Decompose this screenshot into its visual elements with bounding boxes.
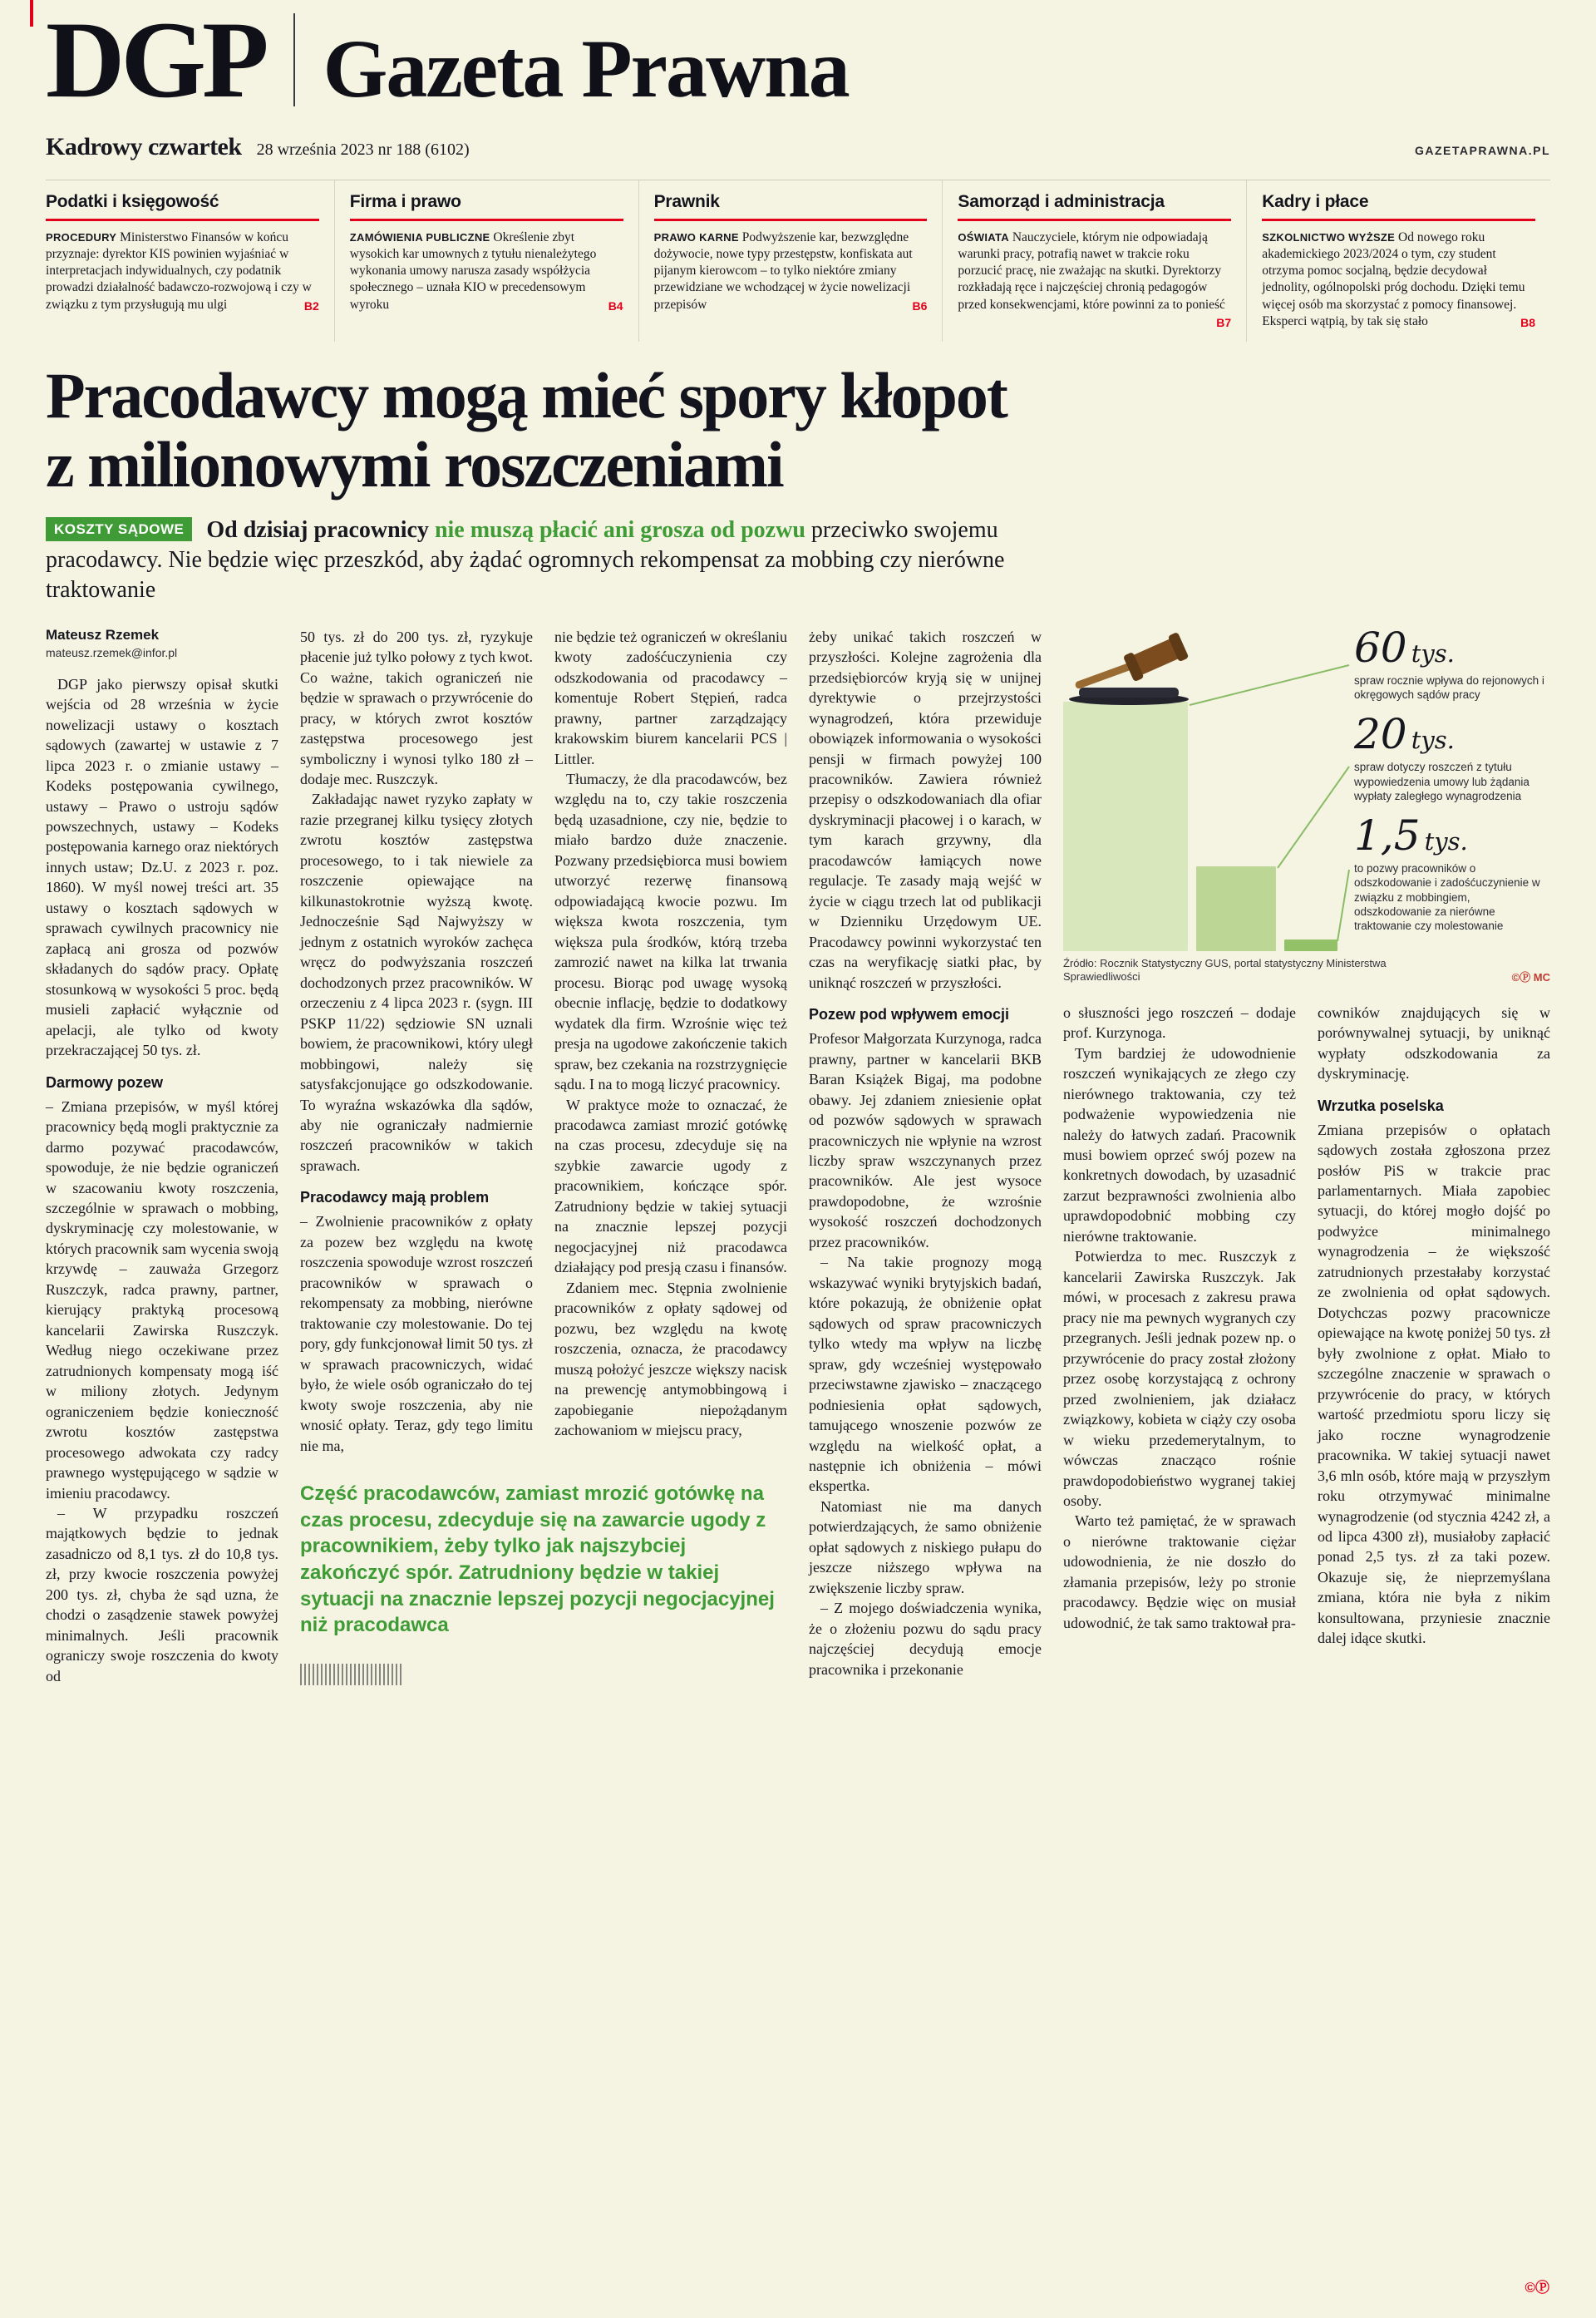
- chart-bar: [1063, 702, 1188, 951]
- article-subhead: Pozew pod wpływem emocji: [809, 1006, 1010, 1023]
- print-registration-strip: [300, 1664, 401, 1685]
- teaser: [942, 180, 1246, 342]
- article-paragraph: – Zwolnienie pracowników z opłaty za pozew bez względu na kwotę roszczenia spowoduje wzrost roszczeń pracowników w sprawach o rekompensaty za mobbing, nierówne traktowanie czy molestowanie. Do tej pory, gdy funkcjonował limit 50 tys. zł w sprawach pracowniczych, widać było, że wiele osób ograniczało do tej kwoty swoje roszczenia, aby nie wnosić opłaty. Teraz, gdy tego limitu nie ma,: [300, 1213, 533, 1454]
- stat-block: [1354, 623, 1550, 703]
- headline-line-2: z milionowymi roszczeniami: [46, 427, 783, 501]
- article-paragraph: nie będzie też ograniczeń w określaniu kwoty zadośćuczynienia czy odszkodowania od pracodawcy – komentuje Robert Stępień, radca prawny, partner zarządzający krakowskim biurem kancelarii PCS | Littler.: [554, 628, 787, 767]
- main-headline: [46, 358, 1550, 501]
- pull-quote: Część pracodawców, zamiast mrozić gotówkę na czas procesu, zdecyduje się na zawarcie ugody z pracownikiem, żeby tylko jak najszybciej zakończyć spór. Zatrudniony będzie w takiej sytuacji na znacznie lepszej pozycji negocjacyjnej niż pracodawca: [300, 1482, 775, 1637]
- article-column-4: [809, 627, 1042, 1687]
- teaser-kicker: OŚWIATA: [958, 231, 1009, 244]
- article-paragraph: – Na takie prognozy mogą wskazywać wyniki brytyjskich badań, które pokazują, że obniżenie opłat sądowych od spraw pracowniczych tylko wtedy ma wpływ na liczbę spraw, gdy wcześniej występowało przeciwstawne zjawisko – znaczącego podniesienia opłat sądowych, tamującego wnoszenie pozwów ze względu na wielkość opłat, a następnie ich obniżenia – mówi ekspertka.: [809, 1254, 1042, 1495]
- teaser-body: Nauczyciele, którym nie odpowiadają warunki pracy, potrafią nawet w trakcie roku porzucić pracę, nie zważając na skutki. Dyrektorzy rozkładają ręce i najczęściej chronią pedagogów przed konsekwencjami, które powinni za to ponieść: [958, 230, 1225, 312]
- article-column-2: [300, 627, 533, 1456]
- teaser: [334, 180, 638, 342]
- teaser-body: Od nowego roku akademickiego 2023/2024 o tym, czy student otrzyma pomoc socjalną, będzie decydował jednolity, ogólnopolski próg dochodu. Dzięki temu więcej osób ma skorzystać z pomocy finansowej. Eksperci wątpią, by tak się stało: [1262, 230, 1525, 328]
- infographic-credit: ©Ⓟ MC: [1511, 970, 1550, 984]
- article-paragraph: – Z mojego doświadczenia wynika, że o złożeniu pozwu do sądu pracy najczęściej decydują emocje pracownika i przekonanie: [809, 1600, 1042, 1678]
- teaser-page-ref: B7: [1216, 315, 1232, 329]
- article-subhead: Pracodawcy mają problem: [300, 1189, 490, 1206]
- article-paragraph: W praktyce może to oznaczać, że pracodawca zamiast mrozić gotówkę na czas procesu, zdecyduje się na szybkie zawarcie ugody z pracownikiem, kończące spór. Zatrudniony będzie w takiej sytuacji na znacznie lepszej pozycji negocjacyjnej niż pracodawca działający pod presją czasu i finansów.: [554, 1096, 787, 1276]
- article-body: [46, 623, 1550, 1687]
- lede: [46, 515, 1035, 604]
- stat-desc: spraw rocznie wpływa do rejonowych i okręgowych sądów pracy: [1354, 673, 1544, 701]
- teaser-text: [1262, 229, 1535, 330]
- lede-bold: Od dzisiaj pracownicy: [206, 517, 429, 544]
- article-paragraph: Zmiana przepisów o opłatach sądowych została zgłoszona przez posłów PiS w trakcie prac parlamentarnych. Miała zapobiec sytuacji, do której mogło dojść po podwyżce minimalnego wynagrodzenia – że większość zatrudnionych przestałaby korzystać ze zwolnienia od opłat sądowych. Dotychczas pozwy pracownicze opiewające na kwotę poniżej 50 tys. zł były zwolnione z opłat. Miało to szczególne znaczenie w sprawach o przywrócenie do pracy, w których wartość przedmiotu sporu liczy się jako roczne wynagrodzenie pracownika. W takiej sytuacji nawet 3,6 mln osób, które mają w przyszłym roku otrzymywać minimalne wynagrodzenie (od stycznia 4242 zł, a od lipca 4300 zł), musiałoby zapłacić ponad 2,5 tys. zł za taki pozew. Okazuje się, że nieprzemyślana zmiana, która nie była z nikim konsultowana, przyniesie znacznie dalej idące skutki.: [1318, 1121, 1550, 1647]
- article-paragraph: Potwierdza to mec. Ruszczyk z kancelarii Zawirska Ruszczyk. Jak mówi, w procesach z zakresu prawa pracy nie ma pewnych wygranych czy przegranych. Jeśli jednak pozew np. o przywrócenie do pracy został złożony przez osobę korzystającą z ochrony przed zwolnieniem, jak działacz związkowy, kobieta w ciąży czy osoba w wieku przedemerytalnym, to wówczas znacząco rośnie prawdopodobieństwo wygranej takiej osoby.: [1063, 1248, 1296, 1509]
- masthead-divider: [293, 13, 295, 106]
- newspaper-logo: DGP: [46, 0, 265, 121]
- chart-bar: [1284, 940, 1337, 951]
- article-paragraph: Natomiast nie ma danych potwierdzających, że samo obniżenie opłat sądowych z niskiego pułapu do jeszcze niższego wpływa na zwiększenie liczby spraw.: [809, 1497, 1042, 1596]
- teaser: [1246, 180, 1550, 342]
- topic-badge: KOSZTY SĄDOWE: [46, 517, 192, 541]
- article-paragraph: Zdaniem mec. Stępnia zwolnienie pracowników z opłaty sądowej od pozwu, bez względu na kwotę roszczenia, oznacza, że pracodawcy muszą położyć jeszcze większy nacisk na prewencję antymobbingową i zapobieganie niepożądanym zachowaniom w miejscu pracy,: [554, 1279, 787, 1438]
- article-paragraph: żeby unikać takich roszczeń w przyszłości. Kolejne zagrożenia dla przedsiębiorców kryją się w unijnej dyrektywie o przejrzystości wynagrodzeń, która przewiduje obowiązek informowania o wysokości pensji w firmach powyżej 100 pracowników. Zawiera również przepisy o odszkodowaniach dla ofiar dyskryminacji płacowej i o karach, w tym karach grzywny, dla pracodawców łamiących nowe regulacje. Te zasady mają wejść w życie w ciągu trzech lat od publikacji w Dzienniku Urzędowym UE. Pracodawcy powinni wykorzystać ten czas na weryfikację siatki płac, by uniknąć roszczeń w przyszłości.: [809, 628, 1042, 991]
- article-paragraph: 50 tys. zł do 200 tys. zł, ryzykuje płacenie już tylko połowy z tych kwot. Co ważne, takich ograniczeń nie będzie w sprawach o przywrócenie do pracy, w których zwrot kosztów zastępstwa procesowego jest symboliczny i wynosi tylko 180 zł – dodaje mec. Ruszczyk.: [300, 628, 533, 787]
- teaser: [638, 180, 943, 342]
- article-column-6: [1318, 1003, 1550, 1649]
- article-paragraph: Tłumaczy, że dla pracodawców, bez względu na to, czy takie roszczenia będą uzasadnione, czy nie, będzie to miało bardzo duże znaczenie. Pozwany przedsiębiorca musi bowiem utworzyć rezerwę finansową odpowiadającą kwocie pozwu. Im większa kwota roszczenia, tym większa pula środków, którą trzeba zamrozić nawet na kilka lat trwania procesu. Biorąc pod uwagę wysoką obecnie inflację, będzie to dodatkowy wydatek dla firm. Wzrośnie więc też presja na ugodowe zakończenie takich spraw, bez czekania na rozstrzygnięcie sądu. I na to mogą liczyć pracownicy.: [554, 771, 787, 1093]
- teaser-text: [654, 229, 928, 313]
- stat-value: 20 tys.: [1354, 710, 1455, 759]
- byline: [46, 627, 278, 659]
- teaser-page-ref: B4: [608, 298, 623, 313]
- article-column-1: [46, 627, 278, 1687]
- dateline: 28 września 2023 nr 188 (6102): [256, 141, 470, 159]
- teaser-section-title: Podatki i księgowość: [46, 192, 319, 221]
- teaser-section-title: Samorząd i administracja: [958, 192, 1231, 221]
- stat-value: 1,5 tys.: [1354, 811, 1468, 861]
- teaser-kicker: SZKOLNICTWO WYŻSZE: [1262, 231, 1396, 244]
- lede-rest: przeciwko swojemu pracodawcy. Nie będzie więc przeszkód, aby żądać ogromnych rekompensat za mobbing czy nierówne traktowanie: [46, 517, 1005, 603]
- article-paragraph: DGP jako pierwszy opisał skutki wejścia od 28 września w życie nowelizacji ustawy o kosztach sądowych (zawartej w ustawie z 7 lipca 2023 r. o zmianie ustawy – Kodeks postępowania cywilnego, ustawy – Prawo o ustroju sądów powszechnych, ustawy – Kodeks postępowania karnego oraz niektórych innych ustaw; Dz.U. z 2023 r. poz. 1860). W myśl nowej treści art. 35 ustawy o kosztach sądowych w sprawach cywilnych pracownicy nie zapłacą ani grosza od pozwów składanych do sądów pracy. Opłatę stosunkową w wysokości 5 proc. będą musieli zapłacić wyłącznie od apelacji, ale tylko od kwoty przekraczającej 50 tys. zł.: [46, 675, 278, 1059]
- author-name: Mateusz Rzemek: [46, 626, 160, 643]
- teaser-kicker: PRAWO KARNE: [653, 231, 739, 244]
- copyright-mark: ©Ⓟ: [1525, 2280, 1549, 2296]
- article-paragraph: Zakładając nawet ryzyko zapłaty w razie przegranej kilku tysięcy złotych zwrotu kosztów zastępstwa procesowego, to i tak niewiele za roszczenie opiewające na kilkunastokrotnie wyższą kwotę. Jednocześnie Sąd Najwyższy w jednym z ostatnich wyroków zachęca wręcz do podwyższania roszczeń dochodzonych przez pracowników. W orzeczeniu z 4 lipca 2023 r. (sygn. III PSKP 11/22) sędziowie SN uznali bowiem, że pracownikowi, który uległ mobbingowi, należy się satysfakcjonujące go odszkodowanie. To wyraźna wskazówka dla sądów, aby nie ograniczały nadmiernie roszczeń pracowników w takich sprawach.: [300, 791, 533, 1174]
- article-subhead: Wrzutka poselska: [1318, 1097, 1444, 1114]
- teaser: [46, 180, 334, 342]
- teaser-section-title: Prawnik: [654, 192, 928, 221]
- website-url: GAZETAPRAWNA.PL: [1414, 144, 1550, 157]
- teaser-page-ref: B2: [303, 298, 319, 313]
- teaser-section-title: Firma i prawo: [350, 192, 623, 221]
- infographic-source: Źródło: Rocznik Statystyczny GUS, portal statystyczny Ministerstwa Sprawiedliwości: [1063, 957, 1387, 984]
- stat-block: [1354, 710, 1550, 803]
- article-mid-section: [300, 627, 787, 1687]
- infographic-bars: [1063, 702, 1337, 951]
- newspaper-title: Gazeta Prawna: [323, 22, 849, 115]
- headline-line-1: Pracodawcy mogą mieć spory kłopot: [46, 358, 1007, 432]
- stat-desc: to pozwy pracowników o odszkodowanie i zadośćuczynienie w związku z mobbingiem, odszkodowanie za nierówne traktowanie czy molestowanie: [1354, 862, 1540, 933]
- teaser-text: [46, 229, 319, 313]
- teaser-section-title: Kadry i płace: [1262, 192, 1535, 221]
- court-cases-infographic: [1063, 623, 1550, 984]
- article-paragraph: o słuszności jego roszczeń – dodaje prof. Kurzynoga.: [1063, 1004, 1296, 1042]
- infographic-stats: [1354, 623, 1550, 945]
- teaser-kicker: ZAMÓWIENIA PUBLICZNE: [349, 231, 490, 244]
- article-paragraph: – W przypadku roszczeń majątkowych będzie to jednak zasadniczo od 8,1 tys. zł do 10,8 tys. zł, przy kwocie roszczenia powyżej 200 tys. zł, chyba że sąd uzna, że chodzi o zasądzenie stawek powyżej minimalnych. Jeśli pracownik ograniczy swoje roszczenia do kwoty od: [46, 1505, 278, 1684]
- article-paragraph: – Zmiana przepisów, w myśl której pracownicy będą mogli praktycznie za darmo pozywać pracodawców, spowoduje, że nie będzie ograniczeń w szacowaniu kwoty roszczenia, szczególnie w sprawach o mobbing, dyskryminację czy molestowanie, w których pracownik sam wycenia swoją krzywdę – zauważa Grzegorz Ruszczyk, radca prawny, partner, kierujący praktyką procesową kancelarii Zawirska Ruszczyk. Według niego oczekiwane przez zatrudnionych kompensaty mogą iść w miliony złotych. Jedynym ograniczeniem będzie konieczność zwrotu kosztów zastępstwa procesowego adwokata czy radcy prawnego występującego w sądzie w imieniu pracodawcy.: [46, 1097, 278, 1502]
- teaser-body: Ministerstwo Finansów w końcu przyznaje: dyrektor KIS powinien wyjaśniać w interpretacjach indywidualnych, czy podatnik prowadzi działalność badawczo-rozwojową i czy w związku z tym przysługują mu ulgi: [46, 230, 312, 312]
- article-paragraph: Profesor Małgorzata Kurzynoga, radca prawny, partner w kancelarii BKB Baran Książek Bigaj, ma podobne obawy. Jej zdaniem zniesienie opłat od pozwów sądowych w sprawach pracowniczych nie wpłynie na wzrost liczby spraw wszczynanych przez pracowników. Ale jest wysoce prawdopodobne, że wzrośnie wysokość roszczeń dochodzonych przez pracowników.: [809, 1030, 1042, 1250]
- stat-value: 60 tys.: [1354, 623, 1455, 672]
- stat-block: [1354, 811, 1550, 933]
- teaser-body: Podwyższenie kar, bezwzględne dożywocie, nowe typy przestępstw, konfiskata aut pijanym kierowcom – to tylko niektóre zmiany przewidziane we wchodzącej w życie nowelizacji przepisów: [653, 230, 913, 312]
- teaser-body: Określenie zbyt wysokich kar umownych z tytułu nienależytego wykonania umowy narusza zasady współżycia społecznego – uznała KIO w precedensowym wyroku: [349, 230, 597, 312]
- stat-desc: spraw dotyczy roszczeń z tytułu wypowiedzenia umowy lub żądania wypłaty zaległego wynagrodzenia: [1354, 761, 1530, 802]
- article-paragraph: Warto też pamiętać, że w sprawach o nierówne traktowanie ciężar udowodnienia, że nie doszło do złamania przepisów, leży po stronie pracodawcy. Będzie więc on musiał udowodnić, że tak samo traktował pra-: [1063, 1512, 1296, 1631]
- edition-name: Kadrowy czwartek: [46, 133, 242, 160]
- teaser-text: [350, 229, 623, 313]
- article-column-5: [1063, 1003, 1296, 1649]
- chart-bar: [1196, 866, 1276, 951]
- gavel-illustration: [1058, 626, 1199, 705]
- article-column-3: [554, 627, 787, 1456]
- fold-mark: [30, 0, 33, 27]
- masthead: [46, 0, 1550, 121]
- right-section: [1063, 623, 1550, 1687]
- lede-green: nie muszą płacić ani grosza od pozwu: [434, 517, 805, 544]
- teaser-kicker: PROCEDURY: [46, 231, 117, 244]
- author-email: mateusz.rzemek@infor.pl: [46, 645, 178, 659]
- teaser-row: [46, 180, 1550, 342]
- article-paragraph: Tym bardziej że udowodnienie roszczeń wynikających ze złego czy nierównego traktowania, czy też podważenie wypowiedzenia nie należy do łatwych zadań. Pracownik musi bowiem oprzeć swój pozew na konkretnych dowodach, by uzasadnić zarzut bezprawności zwolnienia albo uprawdopodobnić mobbing czy nierówne traktowanie.: [1063, 1044, 1296, 1245]
- teaser-page-ref: B8: [1520, 315, 1535, 329]
- infographic-source-row: [1063, 957, 1550, 984]
- teaser-page-ref: B6: [912, 298, 928, 313]
- edition-row: [46, 133, 1550, 161]
- article-subhead: Darmowy pozew: [46, 1073, 164, 1091]
- teaser-text: [958, 229, 1232, 329]
- article-paragraph: cowników znajdujących się w porównywalnej sytuacji, by uniknąć wypłaty odszkodowania za dyskryminację.: [1318, 1004, 1550, 1083]
